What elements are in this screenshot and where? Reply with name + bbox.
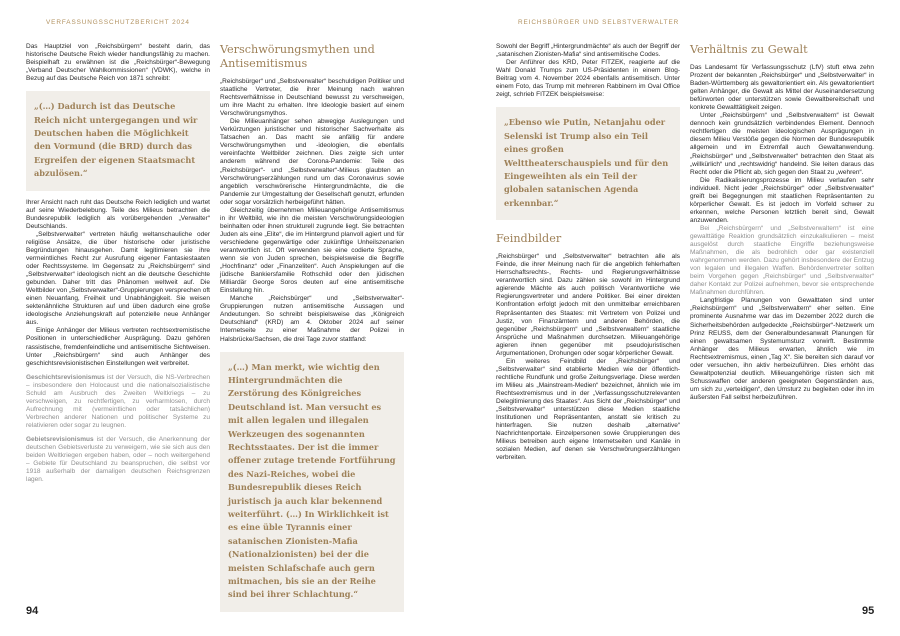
paragraph: Das Hauptziel von „Reichsbürgern“ besteht darin, das historische Deutsche Reich wieder handlungsfähig zu machen. Beispielhaft zu erwähnen ist die „Reichsbürger“-Bewegung „Verband Deutscher Wahlkommissionen“ (VDWK), welche in Bezug auf das Deutsche Reich von 1871 schreibt: [26,43,210,83]
pull-quote [26,91,210,190]
pull-quote [496,107,680,220]
left-column-2 [220,43,404,600]
section-heading: Verschwörungsmythen und Antisemitismus [220,43,375,70]
pull-quote-text: „(…) Dadurch ist das Deutsche Reich nicht untergegangen und wir Deutschen haben die Möglichkeit den Vormund (die BRD) durch das Ergreifen der eigenen Staatsmacht abzulösen.“ [34,101,198,179]
paragraph: „Reichsbürger“ und „Selbstverwalter“ beschuldigen Politiker und staatliche Vertreter, die ihrer Meinung nach wahren Rechtsverhältnisse in Deutschland bewusst zu verschweigen, um ihre Macht zu erhalten. Ihre Ideologie basiert auf einem Verschwörungsmythos. [220,78,404,118]
glossary-definition: ist der Versuch, die NS-Verbrechen – insbesondere den Holocaust und die nationalsozialistische Schuld am Ausbruch des Zweiten Weltkriegs – zu verschweigen, zu rechtfertigen, zu verharmlosen, durch Aufrechnung mit (vermeintlichen oder tatsächlichen) Verbrechen anderer Nationen und politischer Systeme zu relativieren oder sogar zu leugnen. [26,373,210,429]
glossary-entry [26,374,210,430]
paragraph: Langfristige Planungen von Gewalttaten sind unter „Reichsbürgern“ und „Selbstverwaltern“ eher selten. Eine prominente Ausnahme war das im Dezember 2022 durch die Sicherheitsbehörden aufgedeckte „Reichsbürger“-Netzwerk um Prinz REUSS, dem der Generalbundesanwalt Planungen für einen gewaltsamen Systemumsturz vorwirft. Bestimmte Anhänger des Milieus erwarten, ähnlich wie im Rechtsextremismus, einen „Tag X“. Sie bereiten sich darauf vor oder versuchen, ihn aktiv herbeizuführen. Dies erhöht das Gewaltpotenzial deutlich. Milieuangehörige rüsten sich mit Schusswaffen oder anderen geeigneten Gegenständen aus, um sich zu „verteidigen“, den Umsturz zu begleiten oder ihn im äußersten Fall selbst herbeizuführen. [690,297,874,401]
page-number-right: 95 [862,605,875,617]
paragraph: Einige Anhänger der Milieus vertreten rechtsextremistische Positionen in unterschiedlicher Ausprägung. Dazu gehören rassistische, fremdenfeindliche und antisemitische Sichtweisen. Unter „Reichsbürgern“ sind auch Anhänger des geschichtsrevisionistischen Einstellungen weit verbreitet. [26,327,210,367]
glossary-definition: ist der Versuch, die Anerkennung der deutschen Gebietsverluste zu verweigern, wie sie sich aus den beiden Weltkriegen ergeben haben, oder – noch weitergehend – Gebiete für Deutschland zu beanspruchen, die selbst vor 1918 außerhalb der damaligen deutschen Reichsgrenzen lagen. [26,435,210,484]
glossary-entry [26,436,210,484]
right-page [450,0,900,636]
glossary-term: Gebietsrevisionismus [26,435,94,443]
paragraph: Gleichzeitig übernehmen Milieuangehörige Antisemitismus in ihr Weltbild, wie ihn die meisten Verschwörungsideologien beinhalten oder ihnen strukturell zugrunde liegt. Sie betrachten Juden als eine „Elite“, die im Hintergrund planvoll agiert und für verschiedene gegenwärtige oder zukünftige Unheilszenarien verantwortlich ist. Oft verwenden sie eine codierte Sprache, wenn sie von Juden sprechen, beispielsweise die Begriffe „Hochfinanz“ oder „Finanzeliten“. Auch Anspielungen auf die jüdische Bankiersfamilie Rothschild oder den jüdischen Milliardär George Soros deuten auf eine antisemitische Einstellung hin. [220,206,404,295]
highlighted-paragraph: Bei „Reichsbürgern“ und „Selbstverwaltern“ ist eine gewalttätige Reaktion grundsätzlich einzukalkulieren – meist ausgelöst durch staatliche Eingriffe beziehungsweise Maßnahmen, die als bedrohlich oder gar existenziell wahrgenommen werden. Dazu gehört insbesondere der Entzug von legalen und illegalen Waffen. Behördenvertreter sollten beim Vorgehen gegen „Reichsbürger“ und „Selbstverwalter“ daher Kontakt zur Polizei aufnehmen, bevor sie entsprechende Maßnahmen durchführen. [690,224,874,297]
paragraph: „Reichsbürger“ und „Selbstverwalter“ betrachten alle als Feinde, die ihrer Meinung nach für die angeblich fehlerhaften Herrschaftsrechts-, Rechts- und Regierungsverhältnisse verantwortlich sind. Dazu zählen sie sowohl im Hintergrund agierende Mächte als auch politisch Verantwortliche wie Regierungsvertreter und andere Politiker. Bei einer direkten Konfrontation erfolgt jedoch mit den unmittelbar erreichbaren Repräsentanten des Staates: mit Vertretern von Polizei und Justiz, von Finanzämtern und anderen Behörden, die gegenüber „Reichsbürgern“ und „Selbstverwaltern“ staatliche Ansprüche und Maßnahmen durchsetzen. Milieuangehörige agieren ihnen gegenüber mit pseudojuristischen Argumentationen, Drohungen oder sogar körperlicher Gewalt. [496,253,680,357]
paragraph: Die Milieuanhänger sehen abwegige Auslegungen und Verkürzungen juristischer und historischer Sachverhalte als Tatsachen an. Das macht sie anfällig für andere Verschwörungsmythen und -ideologien, die ebenfalls vereinfachte Weltbilder zeichnen. Dies zeigte sich unter anderem während der Corona-Pandemie: Teile des „Reichsbürger“- und „Selbstverwalter“-Milieus glaubten an Verschwörungserzählungen rund um das Coronavirus sowie angeblich verschwörerische Hintergrundmächte, die die Pandemie zur Umgestaltung der Gesellschaft genutzt, erfunden oder sogar vorsätzlich herbeigeführt hätten. [220,118,404,206]
paragraph: Ein weiteres Feindbild der „Reichsbürger“ und „Selbstverwalter“ sind etablierte Medien wie der öffentlich-rechtliche Rundfunk und große Zeitungsverlage. Diese werden im Milieu als „Mainstream-Medien“ bezeichnet, ähnlich wie im Rechtsextremismus und in der „Verfassungsschutzrelevanten Delegitimierung des Staates“. Aus Sicht der „Reichsbürger“ und „Selbstverwalter“ unterstützen diese Medien staatliche Institutionen und Repräsentanten, anstatt sie kritisch zu hinterfragen. Sie nutzen deshalb „alternative“ Nachrichtenportale. Einzelpersonen sowie Gruppierungen des Milieus betreiben auch eigene Internetseiten und Kanäle in sozialen Medien, auf denen sie Verschwörungserzählungen verbreiten. [496,357,680,462]
paragraph: Sowohl der Begriff „Hintergrundmächte“ als auch der Begriff der „satanischen Zionisten-Mafia“ sind antisemitische Codes. [496,43,680,59]
paragraph: Der Anführer des KRD, Peter FITZEK, reagierte auf die Wahl Donald Trumps zum US-Präsidenten in einem Blog-Beitrag vom 4. November 2024 ebenfalls antisemitisch. Unter einem Foto, das Trump mit mehreren Rabbinern im Oval Office zeigt, schrieb FITZEK beispielsweise: [496,59,680,99]
page-number-left: 94 [26,605,39,617]
right-column-2 [690,43,874,593]
glossary-term: Geschichtsrevisionismus [26,373,105,381]
section-heading: Verhältnis zu Gewalt [690,43,808,56]
paragraph: Unter „Reichsbürgern“ und „Selbstverwaltern“ ist Gewalt dennoch kein grundsätzlich verbindendes Element. Dennoch rechtfertigen die meisten ideologischen Ausprägungen in diesem Milieu Verstöße gegen die Normen der Bundesrepublik allgemein und im Extremfall auch Gewaltanwendung. „Reichsbürger“ und „Selbstverwalter“ betrachten den Staat als „willkürlich“ und „rechtswidrig“ handelnd. Sie leiten daraus das Recht oder die Pflicht ab, sich gegen den Staat zu „wehren“. [690,112,874,176]
running-head-left: VERFASSUNGSSCHUTZBERICHT 2024 [46,19,190,26]
paragraph: „Selbstverwalter“ vertreten häufig weltanschauliche oder religiöse Ansätze, die über historische oder juristische Begründungen hinausgehen. Damit legitimieren sie ihre vermeintliches Recht zur Ausrufung eigener Fantasiestaaten oder Rechtssysteme. Im Gegensatz zu „Reichsbürgern“ sind „Selbstverwalter“ ideologisch nicht an die deutsche Geschichte gebunden. Daher tritt das Phänomen weltweit auf. Die Weltbilder von „Selbstverwalter“-Gruppierungen versprechen oft einen Neuanfang, Freiheit und Unabhängigkeit. Sie weisen sektenähnliche Strukturen auf und üben dadurch eine große ideologische Anziehungskraft auf potenzielle neue Anhänger aus. [26,230,210,327]
right-column-1 [496,43,680,593]
pull-quote-text: „Ebenso wie Putin, Netanjahu oder Selenski ist Trump also ein Teil eines großen Welttheaterschauspiels und für den Eingeweihten als ein Teil der globalen satanischen Agenda erkennbar.“ [504,117,669,208]
paragraph: Die Radikalisierungsprozesse im Milieu verlaufen sehr individuell. Nicht jeder „Reichsbürger“ oder „Selbstverwalter“ greift bei Begegnungen mit staatlichen Repräsentanten zu körperlicher Gewalt. Es ist jedoch im Vorfeld schwer zu erkennen, welche Personen letztlich bereit sind, Gewalt anzuwenden. [690,176,874,224]
paragraph: Ihrer Ansicht nach ruht das Deutsche Reich lediglich und wartet auf seine Wiederbelebung. Teile des Milieus betrachten die Bundesrepublik lediglich als vorübergehenden „Verwalter“ Deutschlands. [26,198,210,230]
paragraph: Manche „Reichsbürger“ und „Selbstverwalter“-Gruppierungen nutzen antisemitische Aussagen und Andeutungen. So schreibt beispielsweise das „Königreich Deutschland“ (KRD) am 4. Oktober 2024 auf seiner Internetseite zu einer Maßnahme der Polizei in Halsbrücke/Sachsen, die drei Tage zuvor stattfand: [220,295,404,343]
left-column-1 [26,43,210,593]
section-heading: Feindbilder [496,232,562,246]
pull-quote [220,352,404,612]
running-head-right: REICHSBÜRGER UND SELBSTVERWALTER [518,19,680,26]
pull-quote-text: „(…) Man merkt, wie wichtig den Hintergrundmächten die Zerstörung des Königreiches Deutschland ist. Man versucht es mit allen legalen und illegalen Werkzeugen des sogenannten Rechtsstaates. Der ist die immer offener zutage tretende Fortführung des Nazi-Reiches, wobei die Bundesrepublik dieses Reich juristisch ja auch klar bekennend weiterführt. (…) In Wirklichkeit ist es eine üble Tyrannis einer satanischen Zionisten-Mafia (Nationalzionisten) bei der die meisten Schlafschafe auch gern mitmachen, bis sie an der Reihe sind bei ihrer Schlachtung.“ [228,361,396,600]
paragraph: Das Landesamt für Verfassungsschutz (LfV) stuft etwa zehn Prozent der bekannten „Reichsbürger“ und „Selbstverwalter“ in Baden-Württemberg als gewaltorientiert ein. Als gewaltorientiert gelten Anhänger, die Gewalt als Mittel der Auseinandersetzung befürworten oder unterstützen sowie Gewaltbereitschaft und konkrete Gewalttätigkeit zeigen. [690,64,874,112]
